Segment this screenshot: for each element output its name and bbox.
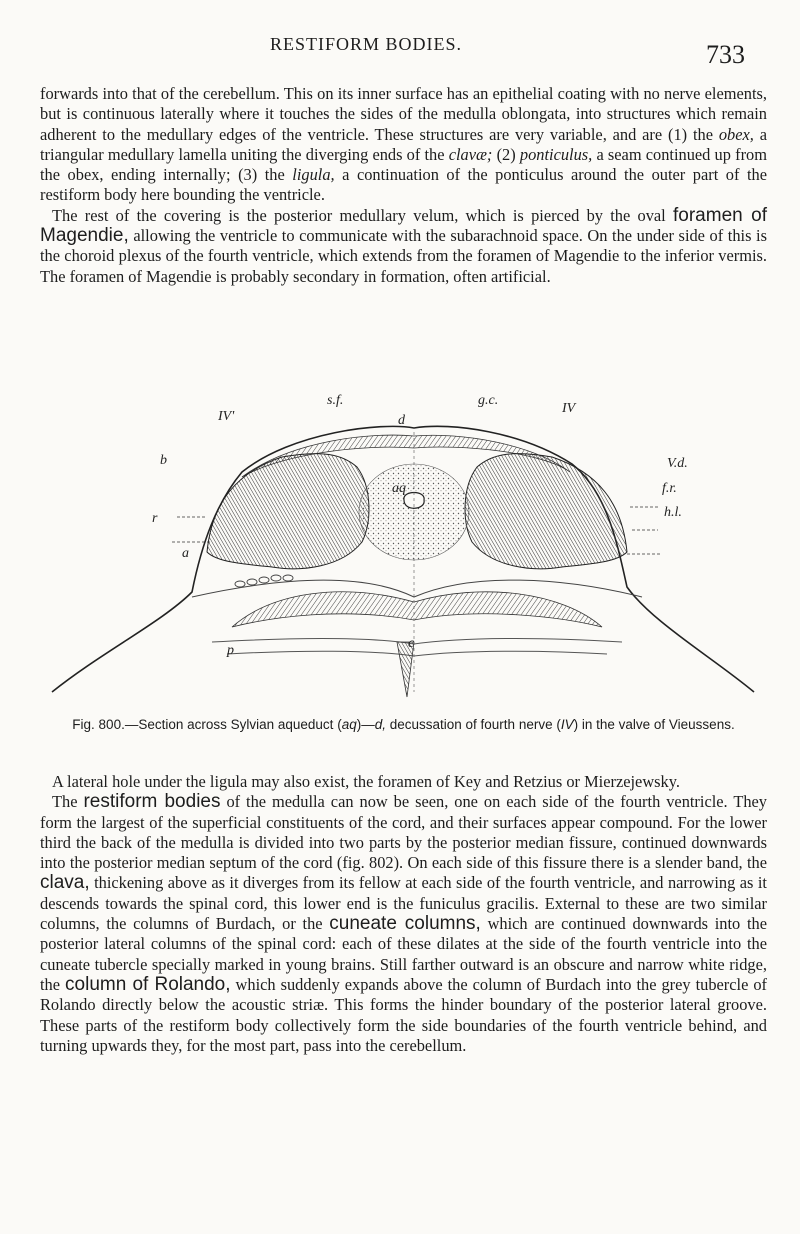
term-column-of-rolando: column of Rolando, <box>65 973 231 995</box>
paragraph-lateral-hole: A lateral hole under the ligula may also exist, the foramen of Key and Retzius or Mierzejewsky. <box>52 772 680 791</box>
label-hl: h.l. <box>664 505 682 520</box>
midbrain-section-drawing <box>52 426 754 697</box>
label-c: c <box>408 636 415 651</box>
label-iv: IV <box>562 401 576 416</box>
paragraph-foramen-of-magendie: The rest of the covering is the posterior medullary velum, which is pierced by the oval foramen of Magendie, allowing the ventricle to communicate with the subarachnoid space. On the under side of this is the choroid plexus of the fourth ventricle, which extends from the foramen of Magendie to the inferior vermis. The foramen of Magendie is probably secondary in formation, often artificial. <box>40 204 767 286</box>
term-cuneate-columns: cuneate columns, <box>329 913 481 935</box>
term-obex: obex, <box>718 124 754 144</box>
label-sf: s.f. <box>327 393 344 408</box>
term-foramen-of-magendie: foramen of Magendie, <box>40 204 767 247</box>
term-clavae: clavæ; <box>448 144 493 164</box>
term-ligula: ligula, <box>292 165 335 185</box>
figure-section-sylvian-aqueduct <box>42 392 758 712</box>
label-b: b <box>160 453 167 468</box>
label-a: a <box>182 546 189 561</box>
page-header <box>0 16 800 69</box>
text-block-bottom <box>40 772 767 1056</box>
term-restiform-bodies: restiform bodies <box>83 791 221 813</box>
text-block-top <box>40 84 767 287</box>
label-p: p <box>227 643 234 658</box>
term-clava: clava, <box>40 872 90 894</box>
paragraph-restiform-bodies: The restiform bodies of the medulla can now be seen, one on each side of the fourth ventricle. They form the largest of the superficial constituents of the cord, and their surfaces appear compound. For the lower third the back of the medulla is divided into two parts by the posterior median fissure, continued downwards into the posterior median septum of the cord (fig. 802). On each side of this fissure there is a slender band, the clava, thickening above as it diverges from its fellow at each side of the fourth ventricle, and narrowing as it descends towards the spinal cord, this lower end is the funiculus gracilis. External to these are two similar columns, the columns of Burdach, or the cuneate columns, which are continued downwards into the posterior lateral columns of the spinal cord: each of these dilates at the side of the fourth ventricle into the cuneate tubercle specially marked in young brains. Still farther outward is an obscure and narrow white ridge, the column of Rolando, which suddenly expands above the column of Burdach into the grey tubercle of Rolando directly below the acoustic striæ. This forms the hinder boundary of the posterior lateral groove. These parts of the restiform body collectively form the side boundaries of the fourth ventricle behind, and turning upwards they, for the most part, pass into the cerebellum. <box>40 791 768 1055</box>
figure-caption: Fig. 800.—Section across Sylvian aqueduct (aq)—d, decussation of fourth nerve (IV) in the valve of Vieussens. <box>72 717 735 732</box>
label-d: d <box>398 413 405 428</box>
label-fr: f.r. <box>662 481 677 496</box>
paragraph-structures: forwards into that of the cerebellum. This on its inner surface has an epithelial coating with no nerve elements, but is continuous laterally where it touches the sides of the medulla oblongata, into structures which remain adherent to the medullary edges of the ventricle. These structures are very variable, and are (1) the obex, a triangular medullary lamella uniting the diverging ends of the clavæ; (2) ponticulus, a seam continued up from the obex, ending internally; (3) the ligula, a continuation of the ponticulus around the outer part of the restiform body here bounding the ventricle. <box>40 84 767 205</box>
label-iv-left: IV' <box>218 409 235 424</box>
label-gc: g.c. <box>478 393 499 408</box>
label-vd: V.d. <box>667 456 688 471</box>
page-number: 733 <box>706 40 745 69</box>
label-aq: aq <box>392 481 406 496</box>
term-ponticulus: ponticulus, <box>519 144 593 164</box>
running-title: RESTIFORM BODIES. <box>270 34 463 54</box>
label-r: r <box>152 511 158 526</box>
